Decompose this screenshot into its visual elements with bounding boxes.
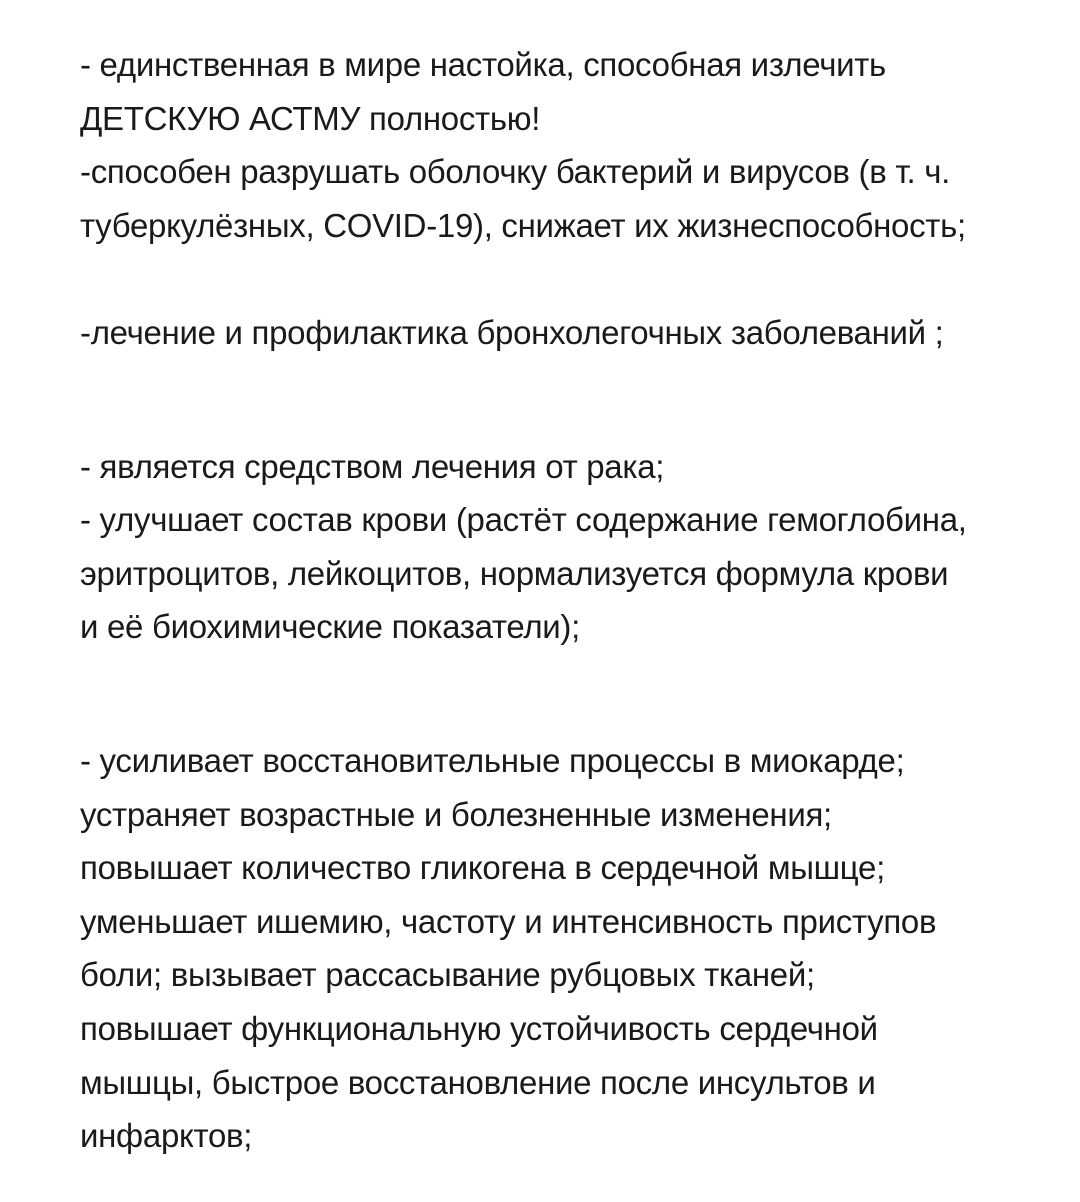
text-line: мышцы, быстрое восстановление после инсультов и [80, 1063, 876, 1101]
text-line: - единственная в мире настойка, способная излечить [80, 46, 886, 83]
text-line: инфарктов; [80, 1117, 253, 1155]
text-line: -лечение и профилактика бронхолегочных заболеваний ; [80, 313, 944, 351]
text-line: -способен разрушать оболочку бактерий и вирусов (в т. ч. [80, 153, 950, 191]
paragraph-cancer-blood [80, 440, 1070, 654]
text-line: - усиливает восстановительные процессы в миокарде; [80, 741, 905, 779]
text-line: эритроцитов, лейкоцитов, нормализуется формула крови [80, 554, 949, 592]
paragraph-bronchopulmonary [80, 306, 1070, 360]
paragraph-myocardium [80, 734, 1070, 1163]
text-line: боли; вызывает рассасывание рубцовых тканей; [80, 956, 815, 994]
text-line: - улучшает состав крови (растёт содержание гемоглобина, [80, 501, 967, 539]
document-body [80, 38, 1070, 1163]
text-line: - является средством лечения от рака; [80, 447, 665, 485]
paragraph-asthma-viruses [80, 38, 1070, 252]
text-line: устраняет возрастные и болезненные изменения; [80, 795, 832, 833]
text-line: ДЕТСКУЮ АСТМУ полностью! [80, 99, 541, 137]
text-line: туберкулёзных, COVID-19), снижает их жизнеспособность; [80, 206, 966, 244]
text-line: и её биохимические показатели); [80, 608, 580, 646]
text-line: уменьшает ишемию, частоту и интенсивность приступов [80, 902, 937, 940]
text-line: повышает количество гликогена в сердечной мышце; [80, 849, 885, 887]
text-line: повышает функциональную устойчивость сердечной [80, 1009, 878, 1047]
